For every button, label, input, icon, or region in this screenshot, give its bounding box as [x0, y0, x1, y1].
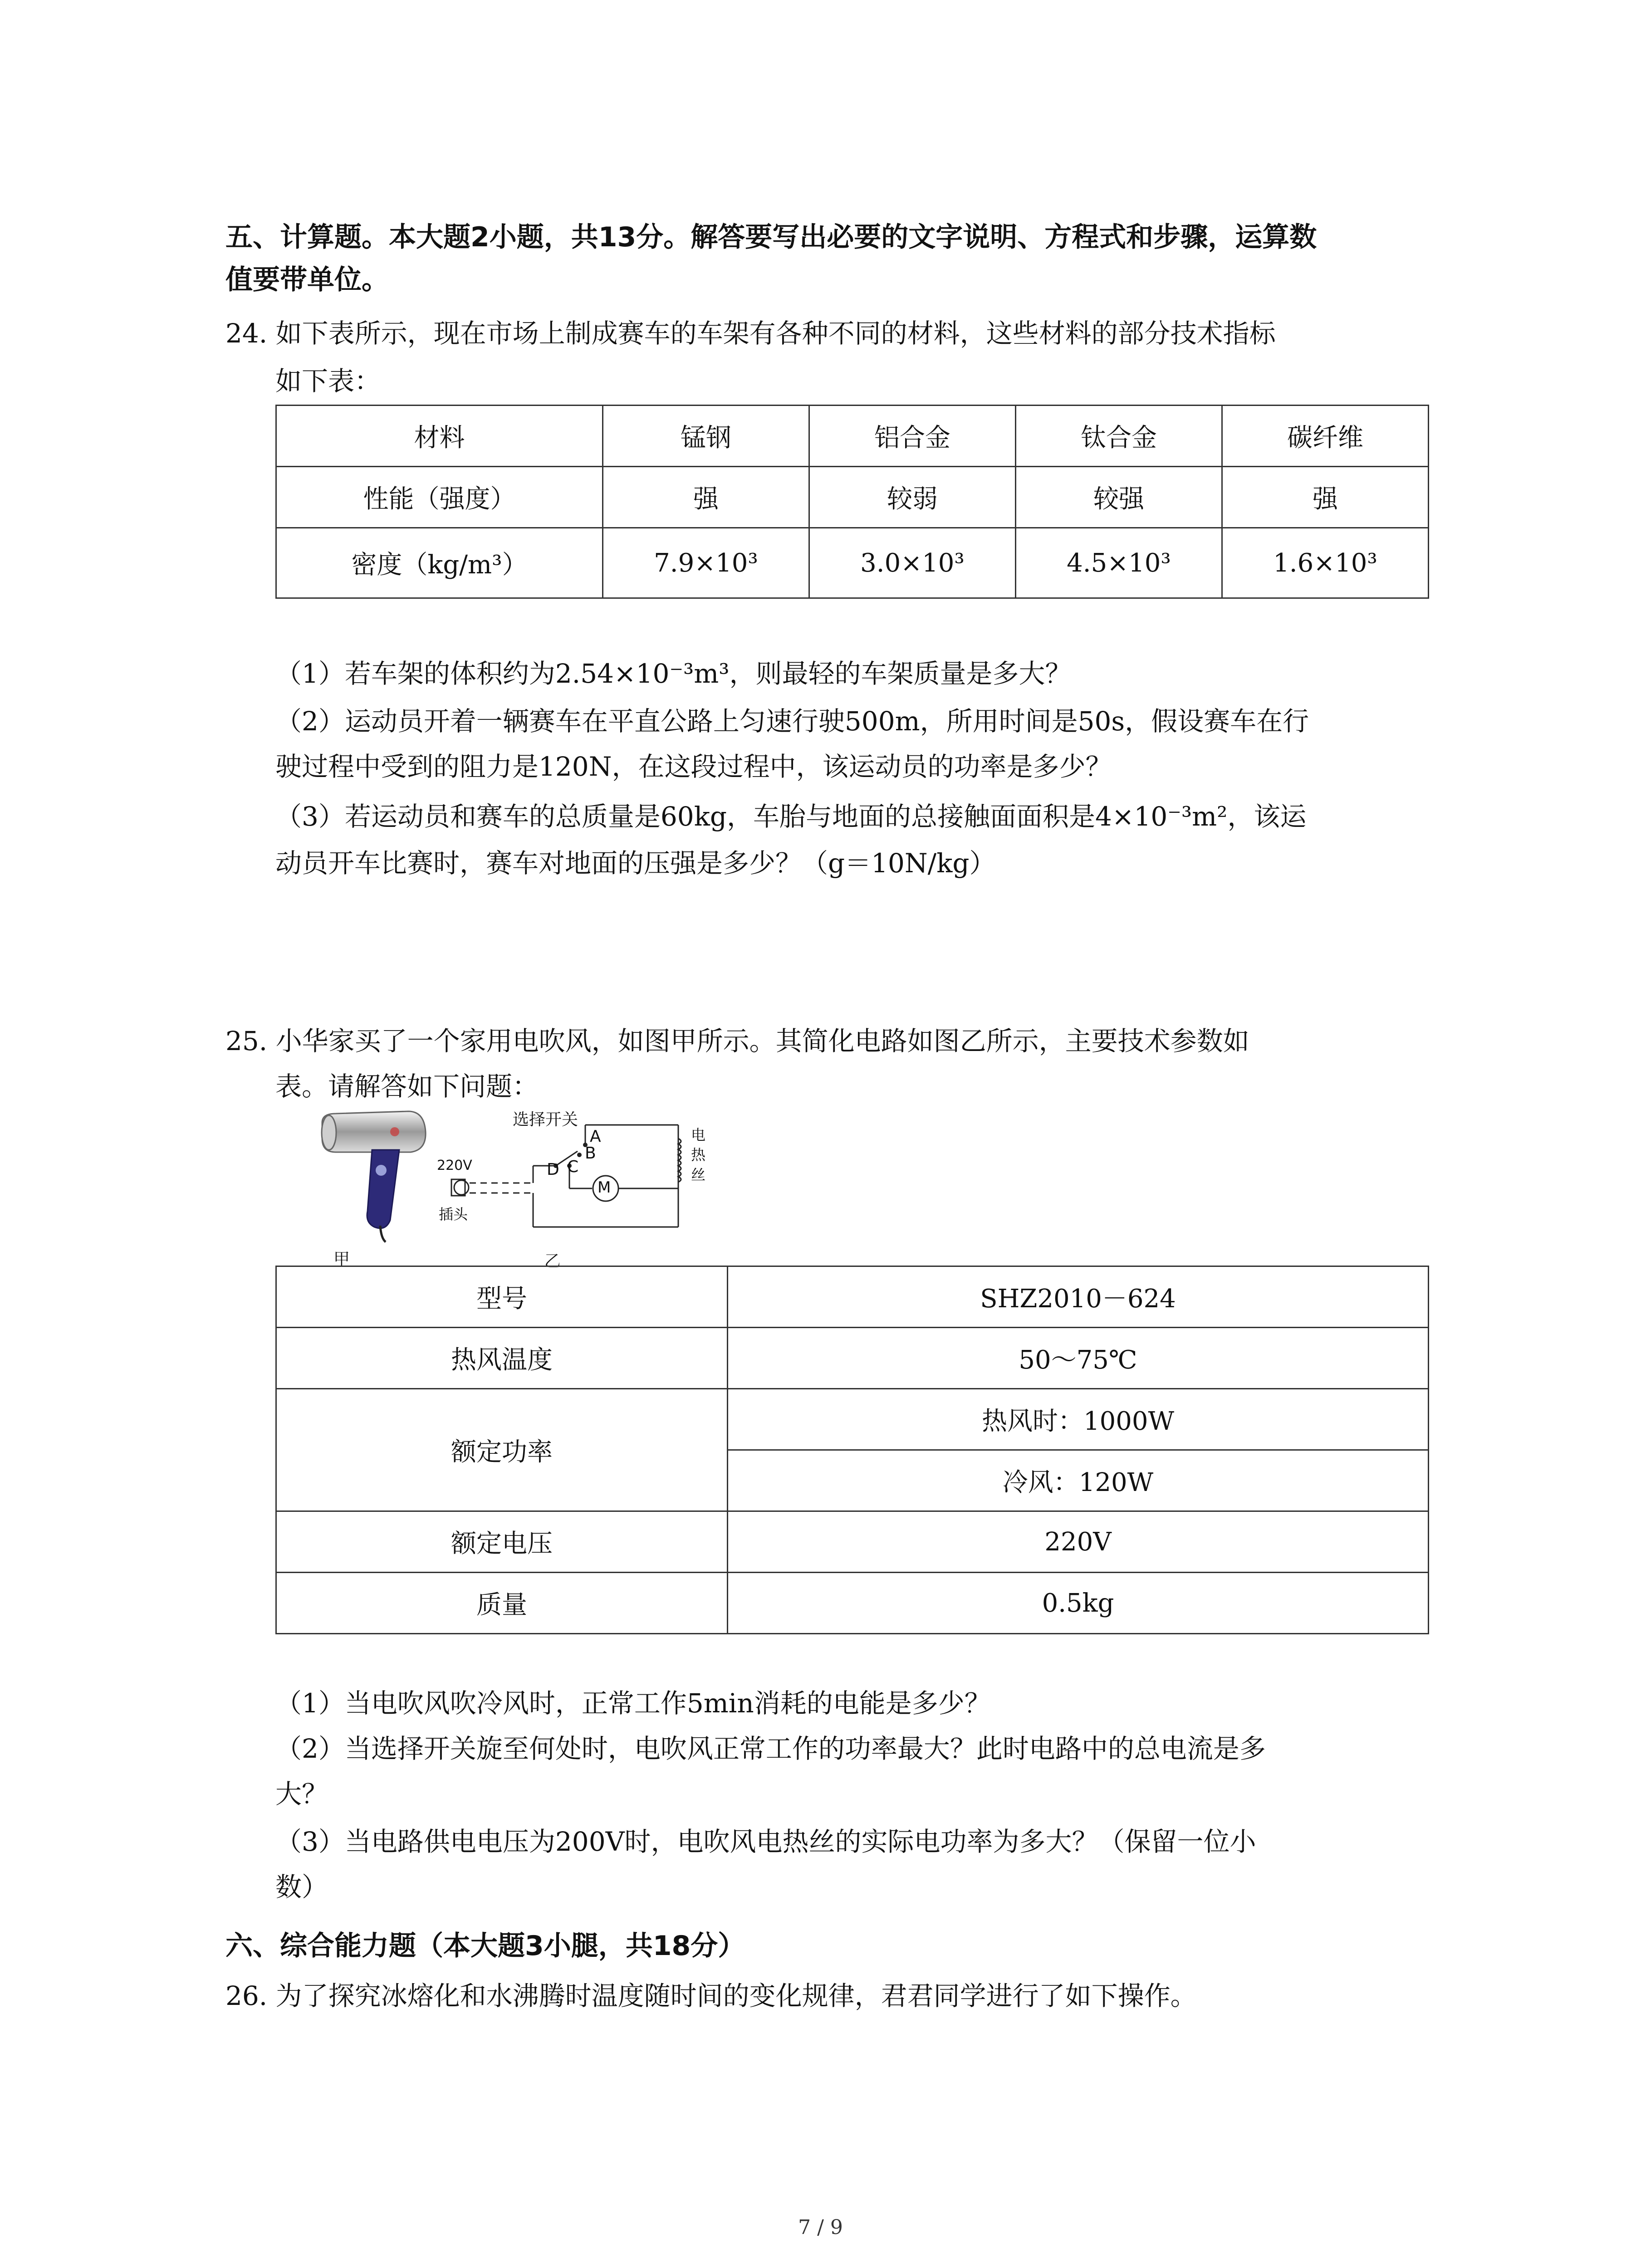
table-cell: 锰钢 — [603, 406, 809, 467]
node-a-label: A — [590, 1127, 601, 1146]
table-cell: 较弱 — [809, 467, 1016, 528]
table-cell: 材料 — [276, 406, 603, 467]
table-cell: 性能（强度） — [276, 467, 603, 528]
table-cell: 1.6×10³ — [1222, 528, 1429, 598]
q24-part2-line1: （2）运动员开着一辆赛车在平直公路上匀速行驶500m，所用时间是50s，假设赛车在行 — [275, 706, 1309, 737]
q25-part2-line1: （2）当选择开关旋至何处时，电吹风正常工作的功率最大？此时电路中的总电流是多 — [275, 1733, 1266, 1764]
table-cell: 碳纤维 — [1222, 406, 1429, 467]
q24-intro-line1: 24. 如下表所示，现在市场上制成赛车的车架有各种不同的材料，这些材料的部分技术指标 — [225, 318, 1276, 349]
table-cell: 0.5kg — [728, 1573, 1429, 1634]
table-cell: 密度（kg/m³） — [276, 528, 603, 598]
q24-part3-line2: 动员开车比赛时，赛车对地面的压强是多少？（g＝10N/kg） — [275, 848, 996, 879]
circuit-diagram — [433, 1107, 742, 1243]
q25-intro-line2: 表。请解答如下问题： — [275, 1071, 539, 1102]
table-cell: 冷风：120W — [728, 1450, 1429, 1511]
node-d-label: D — [547, 1160, 559, 1179]
q25-part3-line2: 数） — [275, 1872, 328, 1902]
q25-part1: （1）当电吹风吹冷风时，正常工作5min消耗的电能是多少？ — [275, 1688, 991, 1719]
table-cell: 质量 — [276, 1573, 728, 1634]
table-row — [276, 1389, 1429, 1450]
q24-intro-line2: 如下表： — [275, 366, 381, 396]
voltage-label: 220V — [437, 1158, 472, 1173]
table-row — [276, 1266, 1429, 1328]
q26-intro: 26. 为了探究冰熔化和水沸腾时温度随时间的变化规律，君君同学进行了如下操作。 — [225, 1980, 1197, 2011]
table-cell: 4.5×10³ — [1016, 528, 1222, 598]
q25-part2-line2: 大？ — [275, 1779, 328, 1809]
table-cell: 型号 — [276, 1266, 728, 1328]
table-cell: 强 — [1222, 467, 1429, 528]
table-row — [276, 406, 1429, 467]
table-cell: 220V — [728, 1511, 1429, 1573]
table-cell: 50～75℃ — [728, 1328, 1429, 1389]
table-cell: 铝合金 — [809, 406, 1016, 467]
q24-part1: （1）若车架的体积约为2.54×10⁻³m³，则最轻的车架质量是多大？ — [275, 658, 1072, 689]
table-cell: 强 — [603, 467, 809, 528]
q25-specs-table — [275, 1266, 1429, 1634]
table-row — [276, 1511, 1429, 1573]
heater-label: 电热丝 — [691, 1126, 706, 1183]
hair-dryer-icon — [318, 1107, 431, 1243]
figure-label-yi: 乙 — [544, 1252, 561, 1271]
page-number: 7 / 9 — [798, 2216, 843, 2239]
q24-part2-line2: 驶过程中受到的阻力是120N，在这段过程中，该运动员的功率是多少？ — [275, 751, 1112, 782]
table-cell: 7.9×10³ — [603, 528, 809, 598]
section6-title: 六、综合能力题（本大题3小腿，共18分） — [225, 1930, 745, 1962]
table-row — [276, 528, 1429, 598]
q25-intro-line1: 25. 小华家买了一个家用电吹风，如图甲所示。其简化电路如图乙所示，主要技术参数如 — [225, 1026, 1249, 1056]
switch-label: 选择开关 — [513, 1110, 578, 1129]
table-cell: 额定功率 — [276, 1389, 728, 1511]
table-row — [276, 467, 1429, 528]
node-b-label: B — [585, 1144, 596, 1163]
table-cell: SHZ2010－624 — [728, 1266, 1429, 1328]
table-row — [276, 1573, 1429, 1634]
hair-dryer-figure — [318, 1107, 431, 1243]
table-cell: 较强 — [1016, 467, 1222, 528]
section5-title-line2: 值要带单位。 — [225, 264, 389, 296]
figure-label-jia: 甲 — [333, 1250, 350, 1269]
q24-materials-table — [275, 405, 1429, 599]
q24-part3-line1: （3）若运动员和赛车的总质量是60kg，车胎与地面的总接触面面积是4×10⁻³m²，该运 — [275, 801, 1307, 832]
table-cell: 3.0×10³ — [809, 528, 1016, 598]
section5-title-line1: 五、计算题。本大题2小题，共13分。解答要写出必要的文字说明、方程式和步骤，运算数 — [225, 221, 1317, 253]
table-row — [276, 1328, 1429, 1389]
q25-part3-line1: （3）当电路供电电压为200V时，电吹风电热丝的实际电功率为多大？（保留一位小 — [275, 1826, 1256, 1857]
node-c-label: C — [567, 1158, 579, 1176]
table-cell: 热风温度 — [276, 1328, 728, 1389]
motor-label: M — [598, 1178, 611, 1197]
table-cell: 热风时：1000W — [728, 1389, 1429, 1450]
table-cell: 额定电压 — [276, 1511, 728, 1573]
plug-label: 插头 — [439, 1206, 468, 1223]
table-cell: 钛合金 — [1016, 406, 1222, 467]
